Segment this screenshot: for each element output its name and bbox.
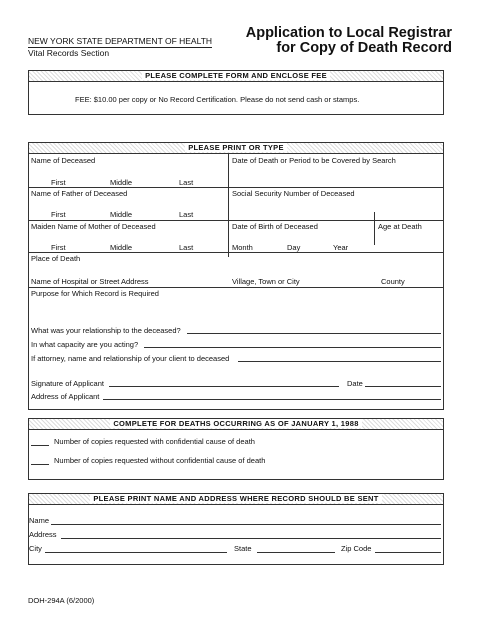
village-town-city-label: Village, Town or City	[232, 277, 300, 286]
copies-without-cause-label: Number of copies requested without confidential cause of death	[54, 456, 266, 465]
dob-label: Date of Birth of Deceased	[232, 222, 318, 231]
mail-city-label: City	[29, 544, 42, 553]
mail-city-field[interactable]	[45, 552, 227, 553]
attorney-field[interactable]	[238, 361, 441, 362]
first-label: First	[51, 210, 66, 219]
mother-maiden-name-label: Maiden Name of Mother of Deceased	[31, 222, 156, 231]
fee-section-heading: PLEASE COMPLETE FORM AND ENCLOSE FEE	[29, 71, 443, 82]
copies-with-cause-label: Number of copies requested with confidential cause of death	[54, 437, 255, 446]
first-label: First	[51, 243, 66, 252]
mail-zip-label: Zip Code	[341, 544, 372, 553]
mail-state-field[interactable]	[257, 552, 335, 553]
ssn-label: Social Security Number of Deceased	[232, 189, 355, 198]
relationship-field[interactable]	[187, 333, 441, 334]
print-section-heading: PLEASE PRINT OR TYPE	[29, 143, 443, 154]
last-label: Last	[179, 243, 194, 252]
mail-name-label: Name	[29, 516, 50, 525]
form-code: DOH-294A (6/2000)	[28, 596, 95, 605]
fee-text: FEE: $10.00 per copy or No Record Certification. Please do not send cash or stamps.	[75, 95, 360, 104]
first-label: First	[51, 178, 66, 187]
date-field[interactable]	[365, 386, 441, 387]
relationship-label: What was your relationship to the deceased?	[31, 326, 181, 335]
last-label: Last	[179, 178, 194, 187]
division-name: Vital Records Section	[28, 47, 212, 58]
mail-address-label: Address	[29, 530, 57, 539]
name-of-deceased-label: Name of Deceased	[31, 156, 96, 165]
copies-with-cause-field[interactable]	[31, 445, 49, 446]
place-of-death-label: Place of Death	[31, 254, 81, 263]
applicant-address-field[interactable]	[103, 399, 441, 400]
age-at-death-label: Age at Death	[378, 222, 422, 231]
last-label: Last	[179, 210, 194, 219]
date-of-death-label: Date of Death or Period to be Covered by Search	[232, 156, 396, 165]
title-line-1: Application to Local Registrar	[245, 25, 452, 41]
form-title	[246, 26, 452, 56]
fee-section	[28, 70, 444, 115]
agency-block	[28, 36, 212, 58]
attorney-label: If attorney, name and relationship of your client to deceased	[31, 354, 230, 363]
county-label: County	[381, 277, 405, 286]
hospital-address-label: Name of Hospital or Street Address	[31, 277, 149, 286]
middle-label: Middle	[110, 243, 133, 252]
mail-name-field[interactable]	[51, 524, 441, 525]
date-label: Date	[347, 379, 363, 388]
title-line-2: for Copy of Death Record	[276, 40, 452, 56]
purpose-label: Purpose for Which Record is Required	[31, 289, 159, 298]
day-label: Day	[287, 243, 301, 252]
middle-label: Middle	[110, 210, 133, 219]
mailing-section	[28, 493, 444, 565]
mail-state-label: State	[234, 544, 252, 553]
year-label: Year	[333, 243, 349, 252]
capacity-label: In what capacity are you acting?	[31, 340, 139, 349]
deaths-section	[28, 418, 444, 480]
deaths-section-heading: COMPLETE FOR DEATHS OCCURRING AS OF JANUARY 1, 1988	[29, 419, 443, 430]
month-label: Month	[232, 243, 253, 252]
signature-field[interactable]	[109, 386, 339, 387]
applicant-address-label: Address of Applicant	[31, 392, 100, 401]
mailing-section-heading: PLEASE PRINT NAME AND ADDRESS WHERE RECORD SHOULD BE SENT	[29, 494, 443, 505]
middle-label: Middle	[110, 178, 133, 187]
father-name-label: Name of Father of Deceased	[31, 189, 128, 198]
agency-name: NEW YORK STATE DEPARTMENT OF HEALTH	[28, 36, 213, 46]
mail-zip-field[interactable]	[375, 552, 441, 553]
signature-label: Signature of Applicant	[31, 379, 104, 388]
capacity-field[interactable]	[144, 347, 441, 348]
copies-without-cause-field[interactable]	[31, 464, 49, 465]
applicant-info-section	[28, 142, 444, 410]
mail-address-field[interactable]	[61, 538, 441, 539]
